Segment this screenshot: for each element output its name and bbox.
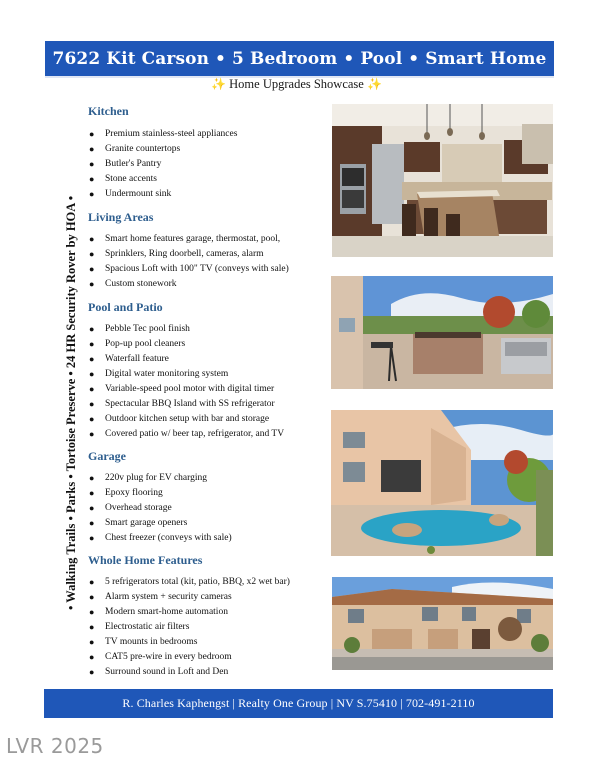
bullet-icon: ● xyxy=(89,518,95,528)
list-item xyxy=(88,262,289,277)
page-title: 7622 Kit Carson • 5 Bedroom • Pool • Smart Home xyxy=(52,48,547,69)
bullet-icon: ● xyxy=(89,264,95,274)
list-item-text: Chest freezer (conveys with sale) xyxy=(105,533,232,543)
list-item-text: Undermount sink xyxy=(105,189,172,199)
list-item xyxy=(88,127,237,142)
list-item xyxy=(88,142,237,157)
bullet-icon: ● xyxy=(89,429,95,439)
list-item-text: Custom stonework xyxy=(105,279,177,289)
bullet-icon: ● xyxy=(89,159,95,169)
section-kitchen xyxy=(88,104,237,202)
list-item-text: Sprinklers, Ring doorbell, cameras, alarm xyxy=(105,249,264,259)
list-item-text: Overhead storage xyxy=(105,503,172,513)
amenities-vertical-text: • Walking Trails • Parks • Tortoise Preserve • 24 HR Security Rover by HOA • xyxy=(64,195,78,610)
list-item xyxy=(88,172,237,187)
list-item xyxy=(88,516,232,531)
section-whole-home-features xyxy=(88,553,290,680)
list-item-text: Pebble Tec pool finish xyxy=(105,324,190,334)
list-item xyxy=(88,590,290,605)
bullet-icon: ● xyxy=(89,324,95,334)
section-heading: Pool and Patio xyxy=(88,300,163,314)
bbq-patio-photo xyxy=(331,276,553,389)
list-item-text: CAT5 pre-wire in every bedroom xyxy=(105,652,232,662)
list-item xyxy=(88,650,290,665)
section-heading: Whole Home Features xyxy=(88,553,203,567)
subtitle xyxy=(0,77,593,92)
bullet-icon: ● xyxy=(89,189,95,199)
bullet-icon: ● xyxy=(89,637,95,647)
list-item xyxy=(88,620,290,635)
list-item-text: Epoxy flooring xyxy=(105,488,163,498)
footer-banner xyxy=(44,689,553,718)
title-banner xyxy=(45,41,554,78)
list-item xyxy=(88,277,289,292)
bullet-icon: ● xyxy=(89,577,95,587)
list-item-text: Digital water monitoring system xyxy=(105,369,229,379)
bullet-icon: ● xyxy=(89,144,95,154)
watermark: LVR 2025 xyxy=(6,734,104,758)
list-item-text: Granite countertops xyxy=(105,144,181,154)
bullet-icon: ● xyxy=(89,473,95,483)
bullet-icon: ● xyxy=(89,607,95,617)
list-item xyxy=(88,635,290,650)
list-item-text: TV mounts in bedrooms xyxy=(105,637,198,647)
list-item xyxy=(88,575,290,590)
list-item xyxy=(88,397,284,412)
bullet-icon: ● xyxy=(89,399,95,409)
bullet-icon: ● xyxy=(89,249,95,259)
section-heading: Garage xyxy=(88,449,126,463)
list-item-text: Premium stainless-steel appliances xyxy=(105,129,238,139)
section-heading: Kitchen xyxy=(88,104,129,118)
list-item-text: Alarm system + security cameras xyxy=(105,592,232,602)
section-heading: Living Areas xyxy=(88,210,154,224)
list-item-text: Pop-up pool cleaners xyxy=(105,339,186,349)
bullet-icon: ● xyxy=(89,533,95,543)
list-item-text: Covered patio w/ beer tap, refrigerator, and TV xyxy=(105,429,285,439)
list-item-text: Spectacular BBQ Island with SS refrigerator xyxy=(105,399,275,409)
list-item xyxy=(88,501,232,516)
list-item-text: Stone accents xyxy=(105,174,157,184)
list-item xyxy=(88,412,284,427)
list-item xyxy=(88,352,284,367)
bullet-icon: ● xyxy=(89,234,95,244)
feature-list xyxy=(88,575,290,680)
bullet-icon: ● xyxy=(89,652,95,662)
section-living-areas xyxy=(88,210,289,292)
list-item xyxy=(88,367,284,382)
list-item-text: Spacious Loft with 100" TV (conveys with sale) xyxy=(105,264,289,274)
sparkle-icon: ✨ xyxy=(366,77,382,91)
list-item-text: 5 refrigerators total (kit, patio, BBQ, x2 wet bar) xyxy=(105,577,290,587)
exterior-photo xyxy=(332,577,553,670)
list-item-text: 220v plug for EV charging xyxy=(105,473,208,483)
list-item xyxy=(88,157,237,172)
list-item xyxy=(88,427,284,442)
list-item xyxy=(88,531,232,546)
list-item xyxy=(88,486,232,501)
section-garage xyxy=(88,449,232,546)
feature-list xyxy=(88,322,284,442)
list-item-text: Waterfall feature xyxy=(105,354,169,364)
feature-list xyxy=(88,471,232,546)
bullet-icon: ● xyxy=(89,503,95,513)
list-item xyxy=(88,382,284,397)
bullet-icon: ● xyxy=(89,354,95,364)
list-item xyxy=(88,232,289,247)
bullet-icon: ● xyxy=(89,622,95,632)
bullet-icon: ● xyxy=(89,369,95,379)
bullet-icon: ● xyxy=(89,592,95,602)
list-item-text: Variable-speed pool motor with digital timer xyxy=(105,384,275,394)
list-item-text: Modern smart-home automation xyxy=(105,607,228,617)
list-item-text: Electrostatic air filters xyxy=(105,622,190,632)
bullet-icon: ● xyxy=(89,667,95,677)
pool-photo xyxy=(331,410,553,556)
list-item-text: Surround sound in Loft and Den xyxy=(105,667,229,677)
bullet-icon: ● xyxy=(89,414,95,424)
bullet-icon: ● xyxy=(89,279,95,289)
list-item-text: Smart home features garage, thermostat, pool, xyxy=(105,234,281,244)
bullet-icon: ● xyxy=(89,129,95,139)
bullet-icon: ● xyxy=(89,174,95,184)
kitchen-photo xyxy=(332,104,553,257)
list-item xyxy=(88,471,232,486)
feature-list xyxy=(88,232,289,292)
list-item-text: Outdoor kitchen setup with bar and storage xyxy=(105,414,270,424)
sparkle-icon: ✨ xyxy=(211,77,227,91)
list-item xyxy=(88,187,237,202)
bullet-icon: ● xyxy=(89,339,95,349)
list-item xyxy=(88,337,284,352)
list-item-text: Butler's Pantry xyxy=(105,159,162,169)
list-item xyxy=(88,665,290,680)
list-item xyxy=(88,247,289,262)
subtitle-text: Home Upgrades Showcase xyxy=(229,77,364,91)
feature-list xyxy=(88,127,237,202)
bullet-icon: ● xyxy=(89,488,95,498)
bullet-icon: ● xyxy=(89,384,95,394)
section-pool-and-patio xyxy=(88,300,284,442)
list-item xyxy=(88,322,284,337)
list-item-text: Smart garage openers xyxy=(105,518,188,528)
agent-contact-text: R. Charles Kaphengst | Realty One Group | NV S.75410 | 702-491-2110 xyxy=(122,696,475,710)
list-item xyxy=(88,605,290,620)
